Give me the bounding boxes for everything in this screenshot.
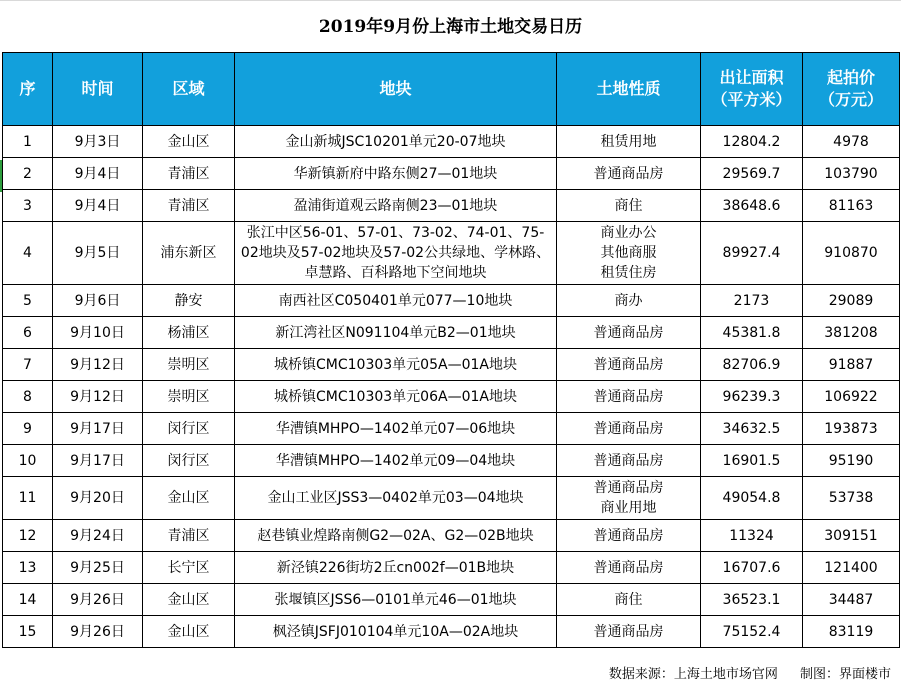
cell-district: 崇明区 <box>143 349 235 381</box>
table-row <box>3 349 900 381</box>
table-row <box>3 158 900 190</box>
data-source-note: 数据来源：上海土地市场官网 <box>608 667 778 682</box>
cell-area: 38648.6 <box>701 190 803 222</box>
header-seq: 序 <box>3 53 53 126</box>
cell-price: 910870 <box>803 222 900 285</box>
cell-plot-line: 城桥镇CMC10303单元06A—01A地块 <box>274 388 517 405</box>
cell-seq: 8 <box>3 381 53 413</box>
cell-nature <box>557 520 701 552</box>
cell-area: 16901.5 <box>701 445 803 477</box>
cell-plot-line: 盈浦街道观云路南侧23—01地块 <box>293 197 498 214</box>
header-area-line1: 出让面积 <box>719 68 784 87</box>
cell-seq: 3 <box>3 190 53 222</box>
table-header-row <box>3 53 900 126</box>
cell-price: 95190 <box>803 445 900 477</box>
cell-plot <box>235 552 557 584</box>
cell-seq: 4 <box>3 222 53 285</box>
cell-nature-line: 普通商品房 <box>593 452 664 469</box>
cell-area: 34632.5 <box>701 413 803 445</box>
table-row <box>3 413 900 445</box>
header-price-line1: 起拍价 <box>826 68 875 87</box>
cell-district: 崇明区 <box>143 381 235 413</box>
cell-area: 2173 <box>701 285 803 317</box>
table-row <box>3 477 900 520</box>
cell-nature <box>557 584 701 616</box>
cell-area: 45381.8 <box>701 317 803 349</box>
cell-price: 121400 <box>803 552 900 584</box>
cell-date: 9月25日 <box>53 552 143 584</box>
cell-nature-line: 普通商品房 <box>593 165 664 182</box>
cell-area: 29569.7 <box>701 158 803 190</box>
cell-nature <box>557 285 701 317</box>
cell-plot-line: 新泾镇226街坊2丘cn002f—01B地块 <box>276 559 515 576</box>
cell-plot-line: 赵巷镇业煌路南侧G2—02A、G2—02B地块 <box>257 527 534 544</box>
cell-nature-line: 商业办公 <box>600 225 657 241</box>
cell-date: 9月3日 <box>53 126 143 158</box>
table-footer <box>2 663 899 687</box>
header-price <box>803 53 900 126</box>
cell-price: 106922 <box>803 381 900 413</box>
cell-date: 9月6日 <box>53 285 143 317</box>
cell-plot <box>235 285 557 317</box>
cell-area: 12804.2 <box>701 126 803 158</box>
cell-seq: 15 <box>3 616 53 648</box>
cell-plot <box>235 413 557 445</box>
cell-price: 29089 <box>803 285 900 317</box>
chart-credit: 制图：界面楼市 <box>799 667 891 682</box>
cell-plot <box>235 381 557 413</box>
cell-price: 381208 <box>803 317 900 349</box>
header-area <box>701 53 803 126</box>
table-row <box>3 445 900 477</box>
cell-plot-line: 卓慧路、百科路地下空间地块 <box>304 265 487 281</box>
cell-plot <box>235 584 557 616</box>
cell-plot-line: 枫泾镇JSFJ010104单元10A—02A地块 <box>272 623 519 640</box>
cell-seq: 10 <box>3 445 53 477</box>
cell-price: 53738 <box>803 477 900 520</box>
cell-price: 91887 <box>803 349 900 381</box>
cell-price: 4978 <box>803 126 900 158</box>
cell-seq: 12 <box>3 520 53 552</box>
cell-area: 49054.8 <box>701 477 803 520</box>
cell-area: 82706.9 <box>701 349 803 381</box>
cell-plot <box>235 349 557 381</box>
cell-date: 9月12日 <box>53 381 143 413</box>
cell-nature <box>557 413 701 445</box>
header-nature: 土地性质 <box>557 53 701 126</box>
cell-price: 34487 <box>803 584 900 616</box>
cell-seq: 2 <box>3 158 53 190</box>
table-row <box>3 552 900 584</box>
cell-plot <box>235 126 557 158</box>
sheet-top-edge <box>0 0 901 1</box>
cell-date: 9月24日 <box>53 520 143 552</box>
cell-date: 9月12日 <box>53 349 143 381</box>
cell-date: 9月10日 <box>53 317 143 349</box>
cell-nature-line: 普通商品房 <box>593 388 664 405</box>
cell-price: 83119 <box>803 616 900 648</box>
header-area-line2: （平方米） <box>711 90 792 109</box>
cell-seq: 13 <box>3 552 53 584</box>
table-row <box>3 126 900 158</box>
cell-nature <box>557 616 701 648</box>
cell-plot <box>235 190 557 222</box>
cell-nature <box>557 445 701 477</box>
cell-area: 89927.4 <box>701 222 803 285</box>
cell-date: 9月4日 <box>53 190 143 222</box>
cell-plot <box>235 616 557 648</box>
cell-date: 9月17日 <box>53 413 143 445</box>
table-row <box>3 190 900 222</box>
cell-nature <box>557 222 701 285</box>
cell-nature-line: 普通商品房 <box>593 480 664 496</box>
cell-district: 浦东新区 <box>143 222 235 285</box>
header-date: 时间 <box>53 53 143 126</box>
cell-district: 长宁区 <box>143 552 235 584</box>
cell-nature-line: 商住 <box>614 197 643 214</box>
cell-nature-line: 其他商服 <box>600 245 657 261</box>
header-price-line2: （万元） <box>818 90 883 109</box>
cell-date: 9月4日 <box>53 158 143 190</box>
cell-seq: 5 <box>3 285 53 317</box>
cell-district: 静安 <box>143 285 235 317</box>
cell-plot-line: 张堰镇区JSS6—0101单元46—01地块 <box>274 591 517 608</box>
cell-area: 36523.1 <box>701 584 803 616</box>
cell-plot-line: 张江中区56-01、57-01、73-02、74-01、75- <box>246 225 545 241</box>
cell-plot-line: 华新镇新府中路东侧27—01地块 <box>293 165 498 182</box>
cell-nature <box>557 477 701 520</box>
cell-date: 9月17日 <box>53 445 143 477</box>
cell-plot-line: 金山工业区JSS3—0402单元03—04地块 <box>267 490 524 506</box>
cell-nature-line: 租赁用地 <box>600 133 657 150</box>
cell-nature-line: 商业用地 <box>600 500 657 516</box>
cell-seq: 6 <box>3 317 53 349</box>
cell-seq: 9 <box>3 413 53 445</box>
table-row <box>3 222 900 285</box>
cell-area: 75152.4 <box>701 616 803 648</box>
cell-area: 96239.3 <box>701 381 803 413</box>
cell-plot <box>235 520 557 552</box>
cell-district: 杨浦区 <box>143 317 235 349</box>
cell-plot-line: 华漕镇MHPO—1402单元07—06地块 <box>275 420 516 437</box>
cell-plot-line: 新江湾社区N091104单元B2—01地块 <box>275 324 516 341</box>
cell-nature <box>557 158 701 190</box>
cell-plot <box>235 477 557 520</box>
cell-district: 金山区 <box>143 477 235 520</box>
cell-seq: 7 <box>3 349 53 381</box>
table-row <box>3 285 900 317</box>
table-row <box>3 520 900 552</box>
cell-date: 9月5日 <box>53 222 143 285</box>
cell-district: 青浦区 <box>143 190 235 222</box>
cell-price: 81163 <box>803 190 900 222</box>
cell-plot-line: 城桥镇CMC10303单元05A—01A地块 <box>274 356 517 373</box>
cell-nature-line: 普通商品房 <box>593 623 664 640</box>
cell-plot-line: 华漕镇MHPO—1402单元09—04地块 <box>275 452 516 469</box>
cell-nature-line: 商住 <box>614 591 643 608</box>
table-body <box>3 126 900 648</box>
cell-district: 青浦区 <box>143 520 235 552</box>
land-transaction-table <box>2 52 900 648</box>
cell-district: 金山区 <box>143 126 235 158</box>
cell-seq: 11 <box>3 477 53 520</box>
cell-date: 9月20日 <box>53 477 143 520</box>
cell-plot <box>235 445 557 477</box>
cell-nature-line: 普通商品房 <box>593 324 664 341</box>
cell-nature-line: 普通商品房 <box>593 527 664 544</box>
cell-district: 金山区 <box>143 616 235 648</box>
cell-nature <box>557 552 701 584</box>
cell-plot <box>235 317 557 349</box>
cell-nature-line: 普通商品房 <box>593 356 664 373</box>
header-district: 区域 <box>143 53 235 126</box>
cell-nature-line: 商办 <box>614 292 643 309</box>
cell-date: 9月26日 <box>53 616 143 648</box>
cell-district: 青浦区 <box>143 158 235 190</box>
cell-plot-line: 02地块及57-02地块及57-02公共绿地、学林路、 <box>240 245 551 261</box>
table-row <box>3 317 900 349</box>
cell-price: 309151 <box>803 520 900 552</box>
cell-seq: 14 <box>3 584 53 616</box>
cell-seq: 1 <box>3 126 53 158</box>
cell-district: 闵行区 <box>143 413 235 445</box>
cell-plot <box>235 158 557 190</box>
cell-price: 193873 <box>803 413 900 445</box>
cell-district: 金山区 <box>143 584 235 616</box>
header-plot: 地块 <box>235 53 557 126</box>
cell-district: 闵行区 <box>143 445 235 477</box>
cell-plot-line: 金山新城JSC10201单元20-07地块 <box>285 133 506 150</box>
page-title: 2019年9月份上海市土地交易日历 <box>318 17 583 37</box>
cell-plot-line: 南西社区C050401单元077—10地块 <box>278 292 513 309</box>
cell-area: 11324 <box>701 520 803 552</box>
cell-nature-line: 普通商品房 <box>593 559 664 576</box>
table-row <box>3 584 900 616</box>
table-row <box>3 381 900 413</box>
cell-nature <box>557 381 701 413</box>
cell-nature <box>557 190 701 222</box>
cell-date: 9月26日 <box>53 584 143 616</box>
cell-area: 16707.6 <box>701 552 803 584</box>
cell-nature <box>557 126 701 158</box>
cell-nature <box>557 317 701 349</box>
table-row <box>3 616 900 648</box>
cell-price: 103790 <box>803 158 900 190</box>
cell-nature <box>557 349 701 381</box>
cell-plot <box>235 222 557 285</box>
cell-nature-line: 普通商品房 <box>593 420 664 437</box>
cell-nature-line: 租赁住房 <box>600 265 657 281</box>
